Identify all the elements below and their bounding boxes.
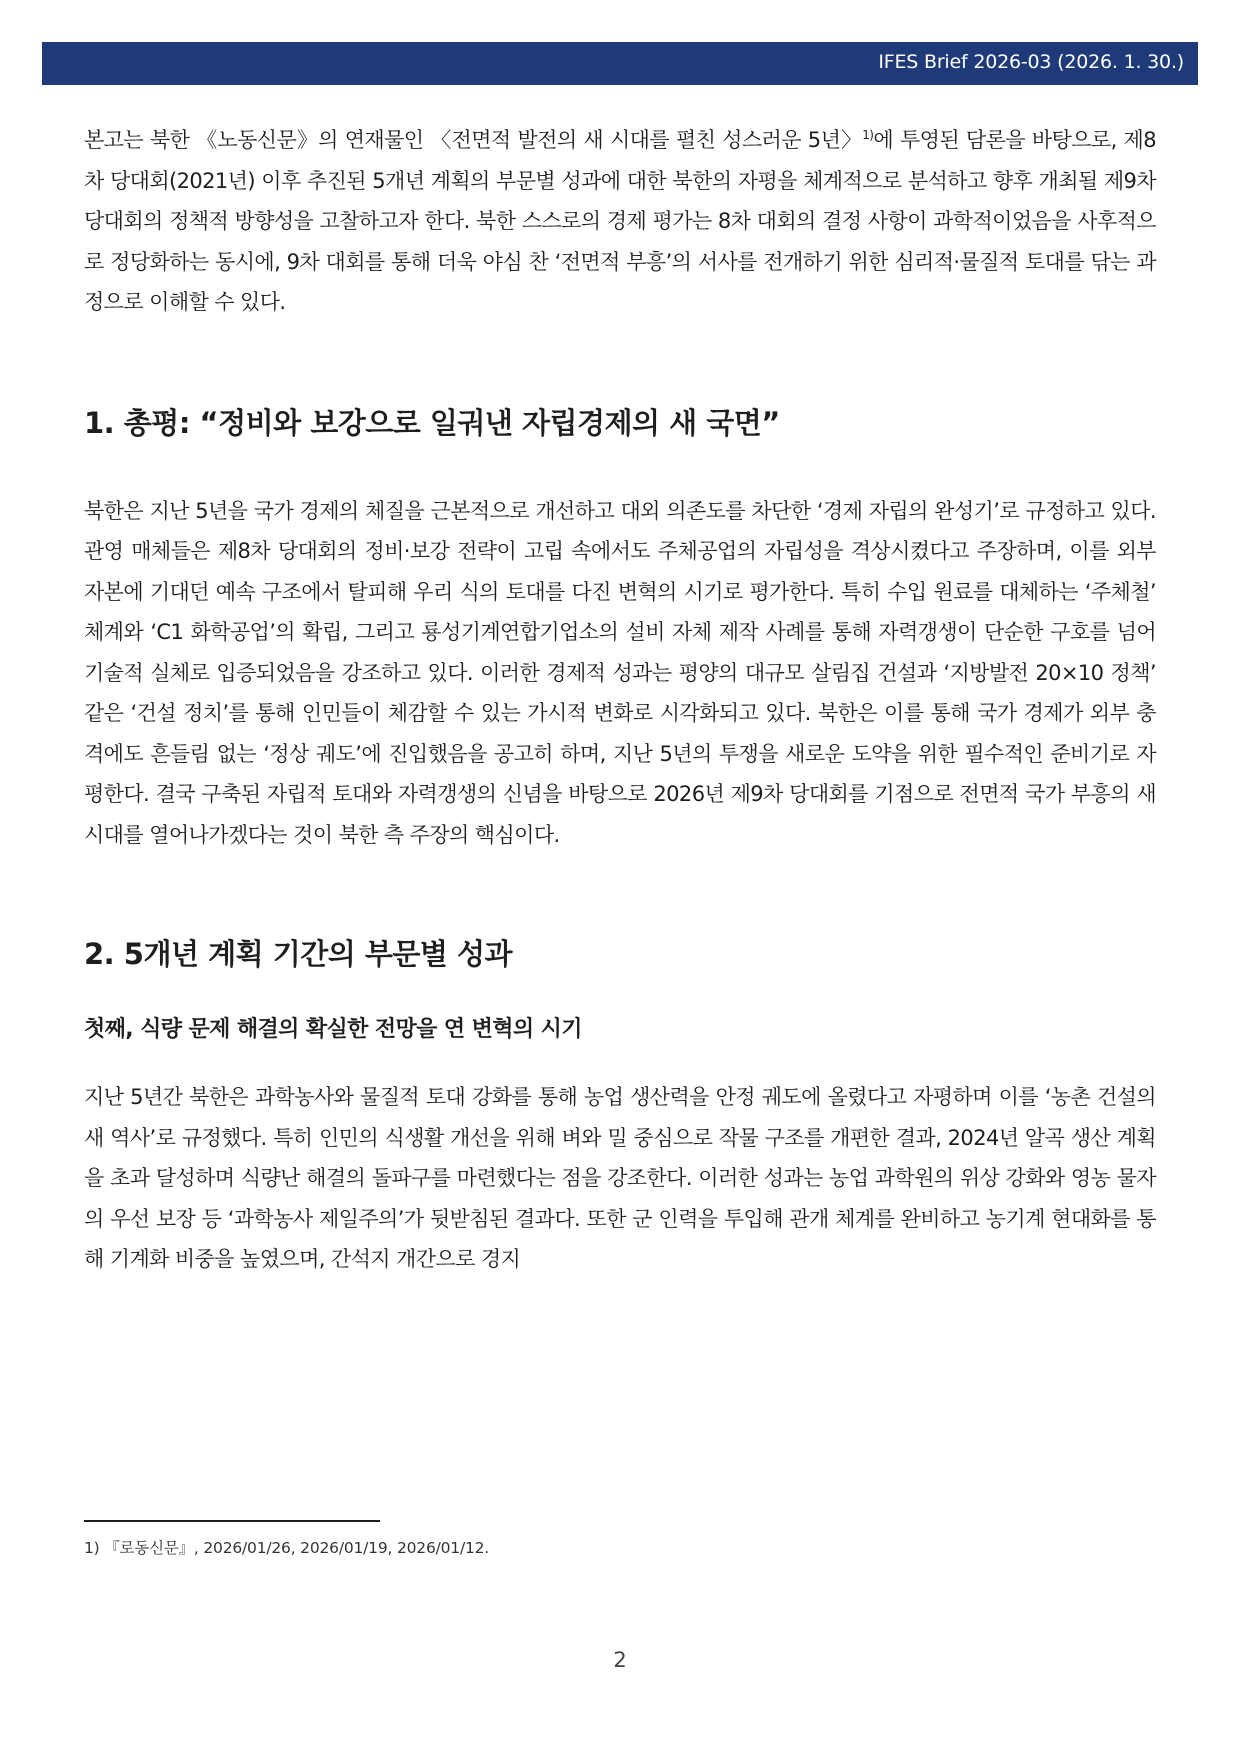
section2-heading: 2. 5개년 계획 기간의 부문별 성과 xyxy=(84,937,513,971)
page-content xyxy=(84,120,1156,1280)
header-bar xyxy=(42,42,1198,85)
footnote-divider xyxy=(84,1520,380,1522)
page-number: 2 xyxy=(613,1648,627,1672)
section1-heading: 1. 총평: “정비와 보강으로 일궈낸 자립경제의 새 국면” xyxy=(84,405,780,440)
footnote-marker[interactable]: 1) xyxy=(862,128,874,142)
intro-paragraph xyxy=(84,120,1156,323)
header-label: IFES Brief 2026-03 (2026. 1. 30.) xyxy=(878,51,1184,73)
footnote-text: 1) 『로동신문』, 2026/01/26, 2026/01/19, 2026/01/12. xyxy=(84,1539,490,1557)
section2-subheading: 첫째, 식량 문제 해결의 확실한 전망을 연 변혁의 시기 xyxy=(84,1017,582,1042)
section1-paragraph: 북한은 지난 5년을 국가 경제의 체질을 근본적으로 개선하고 대외 의존도를 차단한 ‘경제 자립의 완성기’로 규정하고 있다. 관영 매체들은 제8차 당대회의 정비·보강 전략이 고립 속에서도 주체공업의 자립성을 격상시켰다고 주장하며, 이를 외부 자본에 기대던 예속 구조에서 탈피해 우리 식의 토대를 다진 변혁의 시기로 평가한다. 특히 수입 원료를 대체하는 ‘주체철’ 체계와 ‘C1 화학공업’의 확립, 그리고 룡성기계연합기업소의 설비 자체 제작 사례를 통해 자력갱생이 단순한 구호를 넘어 기술적 실체로 입증되었음을 강조하고 있다. 이러한 경제적 성과는 평양의 대규모 살림집 건설과 ‘지방발전 20×10 정책’ 같은 ‘건설 정치’를 통해 인민들이 체감할 수 있는 가시적 변화로 시각화되고 있다. 북한은 이를 통해 국가 경제가 외부 충격에도 흔들림 없는 ‘정상 궤도’에 진입했음을 공고히 하며, 지난 5년의 투쟁을 새로운 도약을 위한 필수적인 준비기로 자평한다. 결국 구축된 자립적 토대와 자력갱생의 신념을 바탕으로 2026년 제9차 당대회를 기점으로 전면적 국가 부흥의 새 시대를 열어나가겠다는 것이 북한 측 주장의 핵심이다. xyxy=(84,498,1156,847)
section2-paragraph: 지난 5년간 북한은 과학농사와 물질적 토대 강화를 통해 농업 생산력을 안정 궤도에 올렸다고 자평하며 이를 ‘농촌 건설의 새 역사’로 규정했다. 특히 인민의 식생활 개선을 위해 벼와 밀 중심으로 작물 구조를 개편한 결과, 2024년 알곡 생산 계획을 초과 달성하며 식량난 해결의 돌파구를 마련했다는 점을 강조한다. 이러한 성과는 농업 과학원의 위상 강화와 영농 물자의 우선 보장 등 ‘과학농사 제일주의’가 뒷받침된 결과다. 또한 군 인력을 투입해 관개 체계를 완비하고 농기계 현대화를 통해 기계화 비중을 높였으며, 간석지 개간으로 경지 xyxy=(84,1085,1156,1271)
intro-text-before-footnote: 본고는 북한 《노동신문》의 연재물인 〈전면적 발전의 새 시대를 펼친 성스러운 5년〉 xyxy=(84,128,863,152)
intro-text-after-footnote: 에 투영된 담론을 바탕으로, 제8차 당대회(2021년) 이후 추진된 5개년 계획의 부문별 성과에 대한 북한의 자평을 체계적으로 분석하고 향후 개최될 제9차 당대회의 정책적 방향성을 고찰하고자 한다. 북한 스스로의 경제 평가는 8차 대회의 결정 사항이 과학적이었음을 사후적으로 정당화하는 동시에, 9차 대회를 통해 더욱 야심 찬 ‘전면적 부흥’의 서사를 전개하기 위한 심리적·물질적 토대를 닦는 과정으로 이해할 수 있다. xyxy=(84,128,1156,314)
